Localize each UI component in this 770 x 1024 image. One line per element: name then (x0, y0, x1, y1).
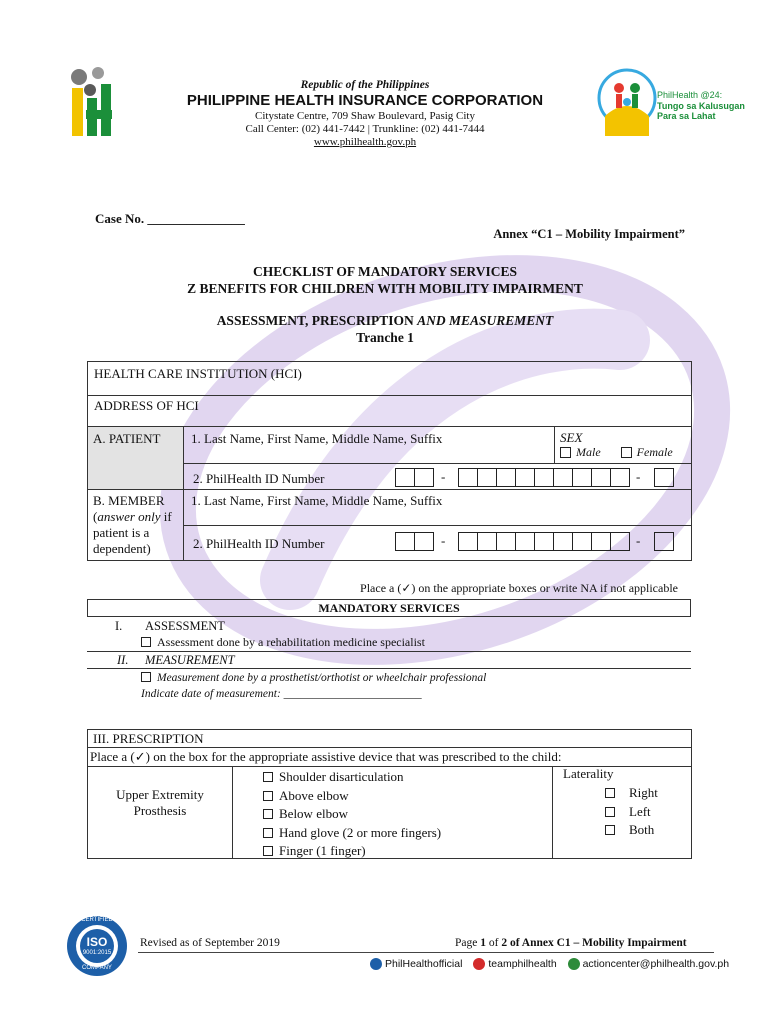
anniversary-line2: Tungo sa Kalusugan (657, 101, 745, 111)
corp-name: PHILIPPINE HEALTH INSURANCE CORPORATION (186, 92, 544, 109)
member-philhealth-id-boxes[interactable] (395, 532, 685, 551)
prescription-table (87, 729, 692, 859)
device-item: Shoulder disarticulation (263, 768, 441, 787)
anniversary-logo (597, 66, 657, 138)
member-label-block (93, 493, 172, 557)
measurement-number: II. (117, 653, 129, 667)
male-label: Male (576, 445, 601, 459)
assessment-item (141, 635, 425, 650)
mandatory-services-header: MANDATORY SERVICES (87, 599, 691, 617)
annex-label: Annex “C1 – Mobility Impairment” (493, 227, 685, 241)
prescription-title: III. PRESCRIPTION (93, 731, 204, 746)
hci-label: HEALTH CARE INSTITUTION (HCI) (94, 366, 302, 381)
id-dash: - (636, 533, 641, 548)
id-dash: - (636, 469, 641, 484)
title-line2: Z BENEFITS FOR CHILDREN WITH MOBILITY IMPAIRMENT (187, 281, 583, 296)
anniversary-line1: PhilHealth @24: (657, 90, 723, 100)
member-label: B. MEMBER (93, 493, 165, 508)
patient-philhealth-id-boxes[interactable] (395, 468, 685, 487)
id-dash: - (441, 469, 446, 484)
member-philhealth-id-label: 2. PhilHealth ID Number (193, 536, 325, 551)
patient-philhealth-id-label: 2. PhilHealth ID Number (193, 471, 325, 486)
youtube-icon (473, 958, 485, 970)
email-icon (568, 958, 580, 970)
laterality-label: Laterality (563, 766, 614, 781)
laterality-checkbox[interactable] (605, 788, 615, 798)
sex-options (560, 445, 673, 460)
measurement-title: MEASUREMENT (145, 653, 235, 667)
member-name-label[interactable]: 1. Last Name, First Name, Middle Name, Suffix (191, 493, 443, 508)
device-category (88, 787, 232, 819)
measurement-item (141, 672, 486, 684)
member-note: (answer only if (93, 509, 172, 524)
member-note-line3: dependent) (93, 541, 151, 556)
social-links (362, 958, 729, 970)
assessment-number: I. (115, 619, 123, 633)
id-dash: - (441, 533, 446, 548)
device-category-line1: Upper Extremity (116, 787, 204, 802)
device-item: Finger (1 finger) (263, 842, 441, 861)
member-note-line2: patient is a (93, 525, 150, 540)
device-category-line2: Prosthesis (133, 803, 187, 818)
iso-top-text: CERTIFIED (81, 917, 113, 923)
website-link[interactable]: www.philhealth.gov.ph (313, 136, 417, 148)
patient-name-label[interactable]: 1. Last Name, First Name, Middle Name, Suffix (191, 431, 443, 446)
contact-text: Call Center: (02) 441-7442 | Trunkline: (02) 441-7444 (245, 123, 485, 135)
device-checkbox[interactable] (263, 791, 273, 801)
republic-text: Republic of the Philippines (300, 79, 430, 91)
device-item: Above elbow (263, 787, 441, 806)
laterality-item: Left (605, 803, 658, 822)
laterality-item: Right (605, 784, 658, 803)
male-checkbox[interactable] (560, 447, 571, 458)
assessment-item-label: Assessment done by a rehabilitation medicine specialist (157, 635, 425, 649)
laterality-checkbox[interactable] (605, 825, 615, 835)
footer-divider (138, 952, 714, 953)
sex-label: SEX (560, 430, 583, 445)
philhealth-logo (66, 66, 124, 140)
assessment-checkbox[interactable] (141, 637, 151, 647)
measurement-item-label: Measurement done by a prosthetist/orthotist or wheelchair professional (157, 672, 487, 684)
email-link[interactable]: actioncenter@philhealth.gov.ph (582, 958, 730, 970)
facebook-icon (370, 958, 382, 970)
page-indicator: Page 1 of 2 of Annex C1 – Mobility Impairment (455, 937, 687, 949)
prescription-instruction: Place a (✓) on the box for the appropriate assistive device that was prescribed to the child: (90, 749, 562, 764)
instruction-text: Place a (✓) on the appropriate boxes or write NA if not applicable (360, 581, 678, 595)
laterality-list (605, 784, 658, 840)
female-label: Female (636, 445, 673, 459)
device-item: Below elbow (263, 805, 441, 824)
laterality-checkbox[interactable] (605, 807, 615, 817)
iso-num-text: 9001:2015 (82, 950, 112, 956)
revised-date: Revised as of September 2019 (140, 937, 280, 949)
title-line3: ASSESSMENT, PRESCRIPTION AND MEASUREMENT (216, 313, 554, 328)
title-line1: CHECKLIST OF MANDATORY SERVICES (253, 264, 517, 279)
device-checkbox[interactable] (263, 846, 273, 856)
title-tranche: Tranche 1 (356, 330, 414, 345)
facebook-link[interactable]: PhilHealthofficial (385, 958, 463, 970)
address-text: Citystate Centre, 709 Shaw Boulevard, Pasig City (255, 110, 475, 122)
laterality-item: Both (605, 821, 658, 840)
female-checkbox[interactable] (621, 447, 632, 458)
assessment-title: ASSESSMENT (145, 619, 225, 633)
measurement-checkbox[interactable] (141, 672, 151, 682)
patient-info-table (87, 361, 692, 561)
device-item: Hand glove (2 or more fingers) (263, 824, 441, 843)
youtube-link[interactable]: teamphilhealth (488, 958, 557, 970)
iso-mid-text: ISO (86, 935, 108, 949)
case-number: Case No. _______________ (95, 211, 245, 226)
patient-label: A. PATIENT (93, 431, 161, 446)
device-checkbox[interactable] (263, 828, 273, 838)
anniversary-line3: Para sa Lahat (657, 111, 716, 121)
device-checkbox[interactable] (263, 772, 273, 782)
measurement-date[interactable]: Indicate date of measurement: ________________________ (141, 688, 422, 700)
device-list (263, 768, 441, 861)
hci-address-label: ADDRESS OF HCI (94, 398, 199, 413)
iso-bottom-text: COMPANY (82, 965, 112, 971)
device-checkbox[interactable] (263, 809, 273, 819)
